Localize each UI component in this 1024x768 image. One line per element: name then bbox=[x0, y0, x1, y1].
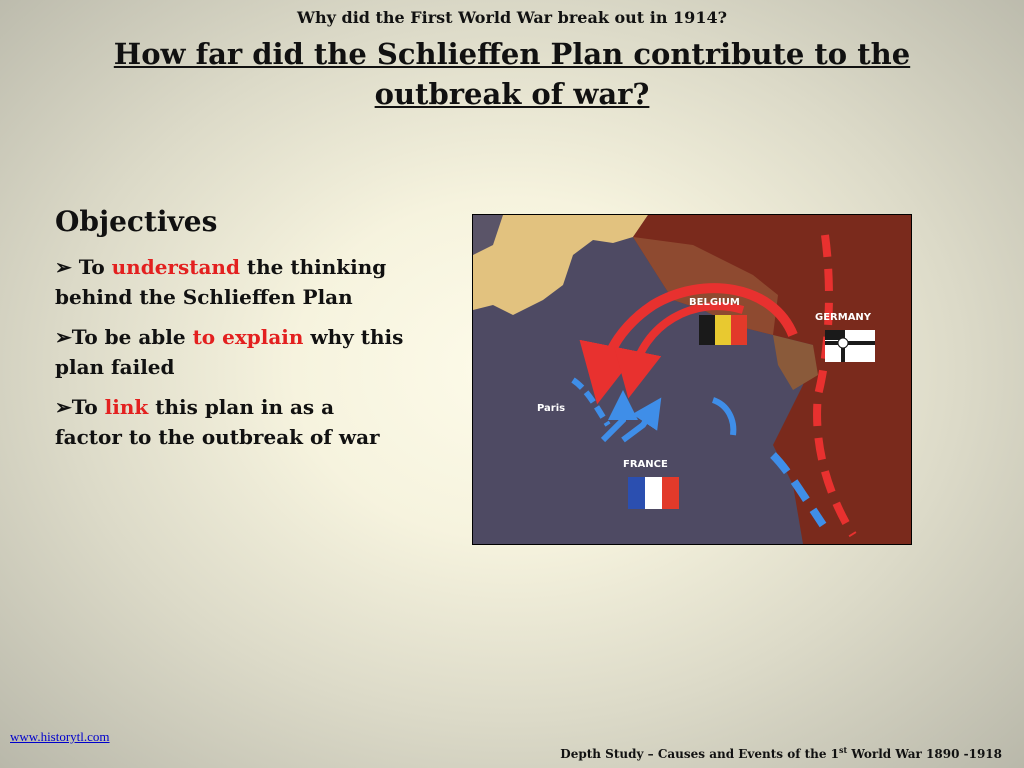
footer-website-link[interactable]: www.historytl.com bbox=[10, 729, 110, 744]
objective-prefix: To be able bbox=[71, 325, 193, 349]
france-flag-icon bbox=[628, 477, 679, 509]
objective-highlight: to explain bbox=[192, 325, 304, 349]
objective-item-1 bbox=[55, 252, 405, 312]
objective-highlight: understand bbox=[111, 255, 240, 279]
map-label-germany: GERMANY bbox=[815, 312, 872, 323]
map-label-belgium: BELGIUM bbox=[689, 297, 740, 308]
map-label-france: FRANCE bbox=[623, 459, 668, 470]
lesson-supertitle: Why did the First World War break out in 1914? bbox=[297, 8, 727, 27]
objectives-section bbox=[55, 205, 405, 462]
objective-rest: the thinking behind the Schlieffen Plan bbox=[55, 255, 387, 309]
objective-rest: why this plan failed bbox=[55, 325, 404, 379]
page-title: How far did the Schlieffen Plan contribute to the outbreak of war? bbox=[113, 37, 911, 111]
objective-rest: this plan in as a factor to the outbreak of war bbox=[55, 395, 380, 449]
map-label-paris: Paris bbox=[537, 403, 566, 414]
schlieffen-plan-map bbox=[472, 214, 912, 545]
footer-text-part: World War 1890 -1918 bbox=[847, 747, 1002, 761]
arrow-bullet-icon: ➢ bbox=[55, 255, 72, 279]
arrow-bullet-icon: ➢ bbox=[55, 325, 72, 349]
footer-text-part: Depth Study – Causes and Events of the 1 bbox=[560, 747, 839, 761]
footer-superscript: st bbox=[839, 745, 848, 755]
germany-flag-icon bbox=[825, 330, 875, 362]
arrow-bullet-icon: ➢ bbox=[55, 395, 72, 419]
objective-highlight: link bbox=[104, 395, 149, 419]
objective-prefix: To bbox=[78, 255, 112, 279]
objective-prefix: To bbox=[71, 395, 105, 419]
objectives-heading: Objectives bbox=[55, 205, 218, 238]
objective-item-2 bbox=[55, 322, 405, 382]
objective-item-3 bbox=[55, 392, 405, 452]
footer-course-text bbox=[560, 745, 1002, 761]
belgium-flag-icon bbox=[699, 315, 747, 345]
